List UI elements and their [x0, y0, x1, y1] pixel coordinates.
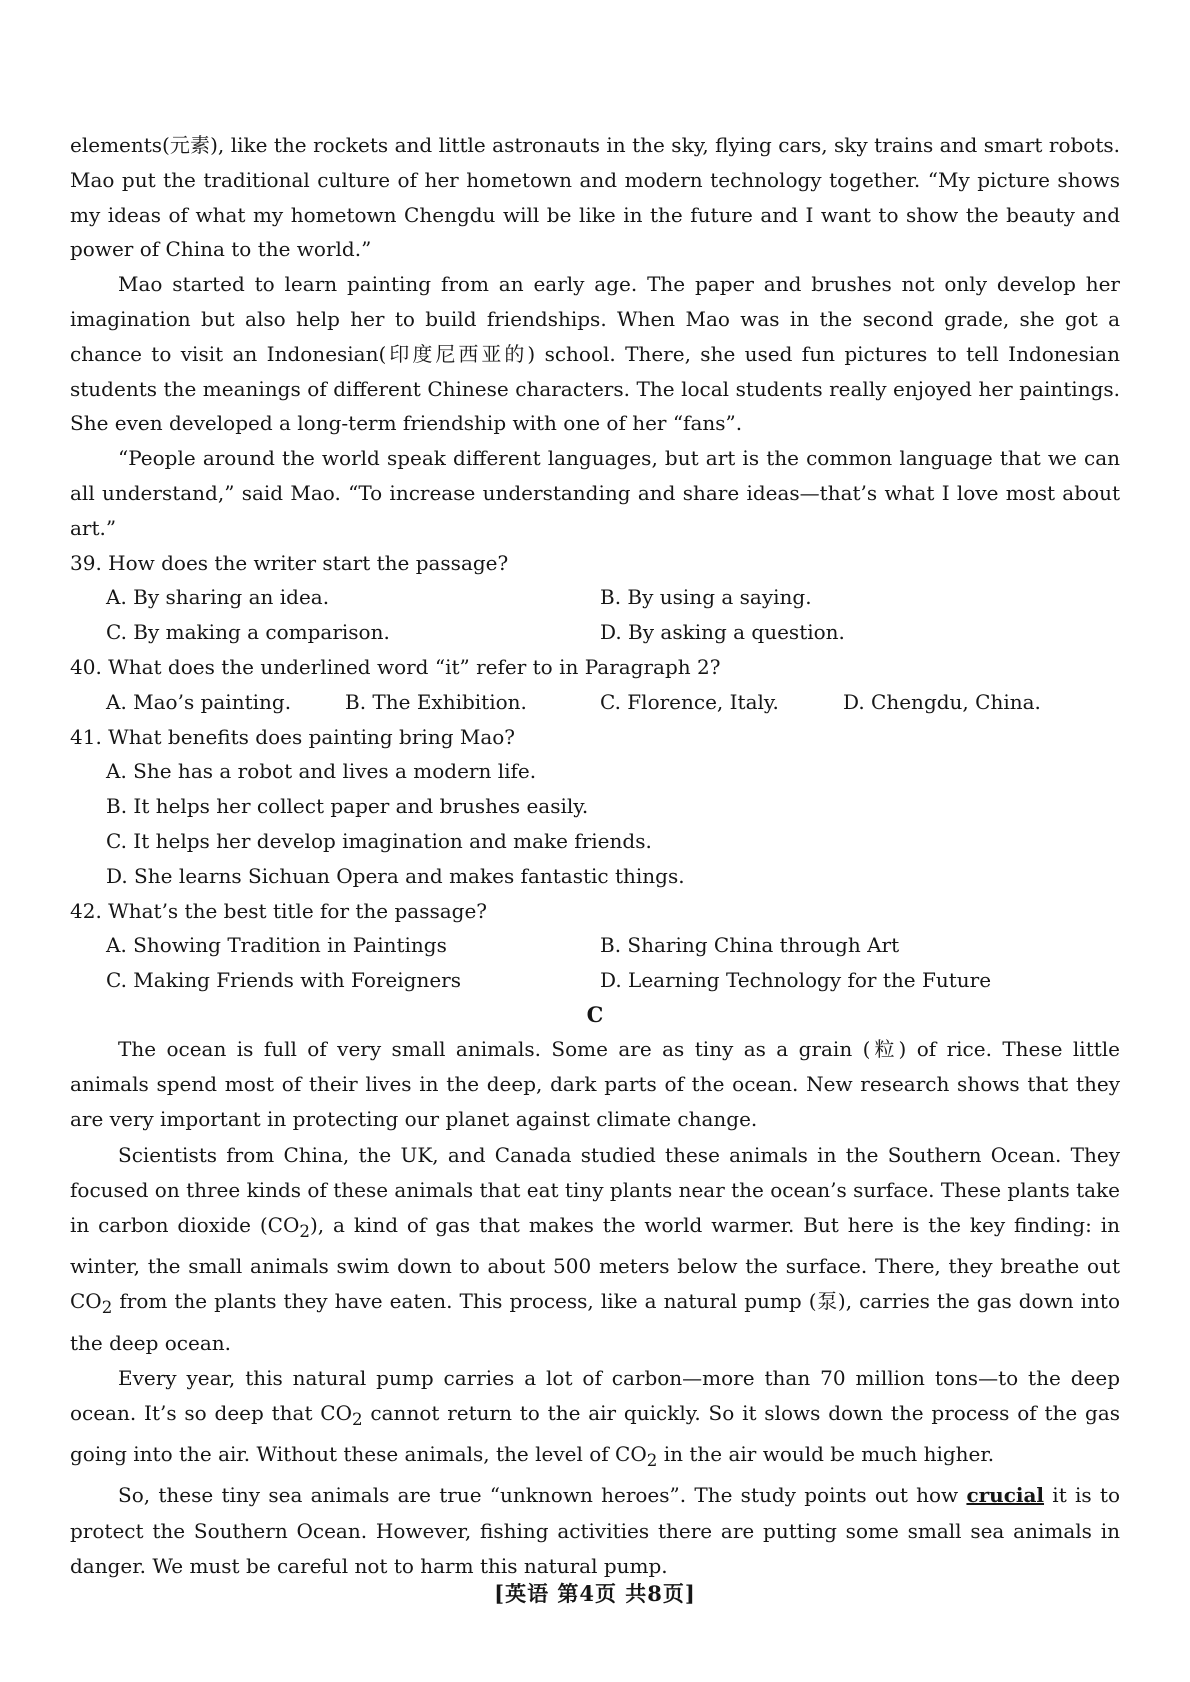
text-run: from the plants they have eaten. This process, like a natural pump (泵), carries the gas down into the deep ocean. [70, 1289, 1120, 1355]
option-d: D. By asking a question. [600, 620, 845, 645]
question-39 [70, 546, 1120, 650]
option-b: B. Sharing China through Art [600, 933, 900, 958]
text-run: Scientists from China, the UK, and Canada studied these animals in the Southern Ocean. They focused on three kinds of these animals that eat tiny plants near the ocean’s surface. These plants take in carbon dioxide (CO [70, 1142, 1120, 1237]
passage-c [70, 998, 1120, 1584]
text-run: Every year, this natural pump carries a lot of carbon—more than 70 million tons—to the deep ocean. It’s so deep that CO [70, 1365, 1120, 1425]
question-41 [70, 720, 1120, 894]
text-run: So, these tiny sea animals are true “unknown heroes”. The study points out how [118, 1483, 967, 1508]
option-a: A. Showing Tradition in Paintings [106, 933, 447, 958]
page-footer: [英语 第4页 共8页] [494, 1581, 696, 1606]
subscript: 2 [101, 1298, 113, 1318]
text-run: it is to protect the Southern Ocean. However, fishing activities there are putting some small sea animals in danger. We must be careful not to harm this natural pump. [70, 1483, 1120, 1578]
subscript: 2 [299, 1221, 310, 1241]
option-row [70, 580, 1120, 615]
option-d: D. Learning Technology for the Future [600, 968, 992, 993]
text-run: ), a kind of gas that makes the world warmer. But here is the key finding: in winter, the small animals swim down to about 500 meters below the surface. There, they breathe out CO [70, 1212, 1120, 1314]
option-row [70, 928, 1120, 963]
option-c: C. It helps her develop imagination and make friends. [106, 828, 652, 853]
underlined-word: crucial [966, 1483, 1045, 1508]
option-d: D. She learns Sichuan Opera and makes fantastic things. [106, 863, 685, 888]
question-40 [70, 650, 1120, 720]
passage-b-paragraph: Mao started to learn painting from an early age. The paper and brushes not only develop her imagination but also help her to build friendships. When Mao was in the second grade, she got a chance to visit an Indonesian(印度尼西亚的) school. There, she used fun pictures to tell Indonesian students the meanings of different Chinese characters. The local students really enjoyed her paintings. She even developed a long-term friendship with one of her “fans”. [70, 272, 1120, 436]
passage-b-paragraph: “People around the world speak different languages, but art is the common language that we can all understand,” said Mao. “To increase understanding and share ideas—that’s what I love most about art.” [70, 446, 1120, 540]
passage-c-paragraph [70, 1361, 1120, 1479]
option-a: A. By sharing an idea. [106, 585, 330, 610]
option-c: C. Florence, Italy. [600, 689, 779, 714]
page-content [70, 128, 1120, 1584]
option-b: B. It helps her collect paper and brushes easily. [106, 794, 589, 819]
option-b: B. The Exhibition. [345, 689, 527, 714]
option-c: C. Making Friends with Foreigners [106, 968, 461, 993]
passage-c-paragraph [70, 1138, 1120, 1361]
option-row [70, 685, 1120, 720]
option-d: D. Chengdu, China. [843, 689, 1041, 714]
option-c: C. By making a comparison. [106, 620, 390, 645]
question-42 [70, 894, 1120, 998]
option-row [70, 615, 1120, 650]
question-stem: 40. What does the underlined word “it” refer to in Paragraph 2? [70, 654, 721, 679]
subscript: 2 [646, 1451, 658, 1471]
passage-b-paragraph: elements(元素), like the rockets and little astronauts in the sky, flying cars, sky trains and smart robots. Mao put the traditional culture of her hometown and modern technology together. “My picture shows my ideas of what my hometown Chengdu will be like in the future and I want to show the beauty and power of China to the world.” [70, 133, 1120, 262]
option-a: A. She has a robot and lives a modern life. [106, 759, 537, 784]
subscript: 2 [352, 1409, 363, 1429]
passage-c-paragraph [70, 1478, 1120, 1584]
question-stem: 39. How does the writer start the passage? [70, 550, 509, 575]
question-stem: 42. What’s the best title for the passage? [70, 898, 488, 923]
text-run: in the air would be much higher. [657, 1442, 995, 1467]
option-b: B. By using a saying. [600, 585, 812, 610]
passage-c-paragraph: The ocean is full of very small animals. Some are as tiny as a grain (粒) of rice. These little animals spend most of their lives in the deep, dark parts of the ocean. New research shows that they are very important in protecting our planet against climate change. [70, 1036, 1120, 1132]
text-run: cannot return to the air quickly. So it slows down the process of the gas going into the air. Without these animals, the level of CO [70, 1400, 1121, 1467]
passage-b-continued [70, 128, 1120, 546]
section-heading: C [586, 1001, 604, 1027]
question-stem: 41. What benefits does painting bring Mao? [70, 724, 516, 749]
option-a: A. Mao’s painting. [106, 689, 292, 714]
option-row [70, 963, 1120, 998]
